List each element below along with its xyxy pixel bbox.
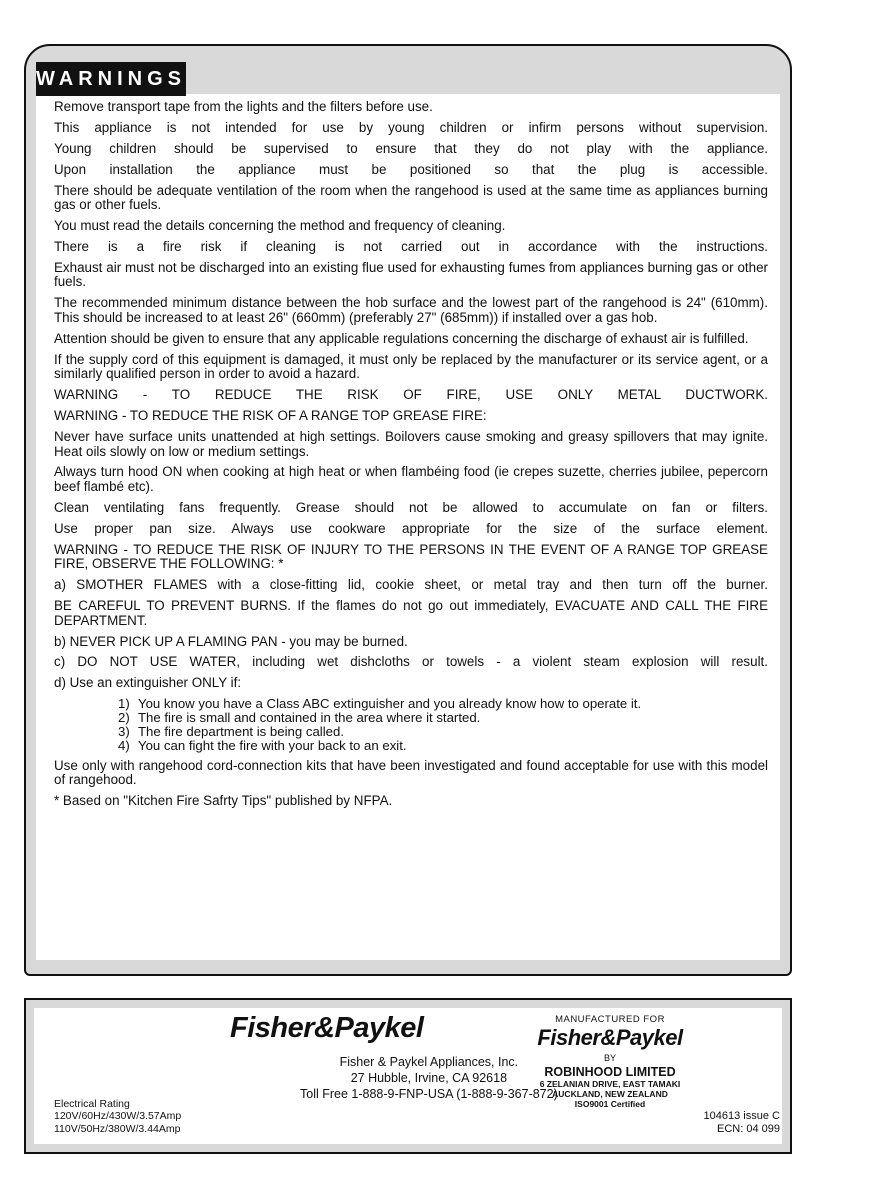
fisher-paykel-logo: Fisher&Paykel — [230, 1012, 424, 1044]
list-item-text: You know you have a Class ABC extinguisher and you already know how to operate it. — [138, 696, 642, 712]
rating-line: 110V/50Hz/380W/3.44Amp — [54, 1122, 181, 1135]
list-item-text: The fire department is being called. — [138, 723, 344, 739]
warning-paragraph: Upon installation the appliance must be positioned so that the plug is accessible. — [54, 161, 768, 177]
warning-paragraph: WARNING - TO REDUCE THE RISK OF A RANGE TOP GREASE FIRE: — [54, 408, 487, 424]
list-item — [118, 725, 768, 739]
warning-paragraph: If the supply cord of this equipment is damaged, it must only be replaced by the manufacturer or its service agent, or a similarly qualified person in order to avoid a hazard. — [54, 351, 768, 382]
warning-paragraph: * Based on "Kitchen Fire Safrty Tips" published by NFPA. — [54, 793, 393, 809]
fisher-paykel-logo-small: Fisher&Paykel — [537, 1025, 683, 1050]
warning-paragraph: WARNING - TO REDUCE THE RISK OF INJURY TO THE PERSONS IN THE EVENT OF A RANGE TOP GREASE FIRE, OBSERVE THE FOLLOWING: * — [54, 541, 768, 572]
warning-paragraph: The recommended minimum distance between the hob surface and the lowest part of the rangehood is 24" (610mm). This should be increased to at least 26" (660mm) (preferably 27" (685mm)) if installed over a gas hob. — [54, 295, 768, 325]
address-line: 27 Hubble, Irvine, CA 92618 — [350, 1071, 508, 1085]
list-item-text: You can fight the fire with your back to an exit. — [138, 737, 407, 753]
warnings-text — [54, 100, 768, 815]
by-label: BY — [603, 1053, 616, 1063]
warning-paragraph: d) Use an extinguisher ONLY if: — [54, 675, 242, 691]
issue-info — [690, 1110, 780, 1135]
warning-paragraph: BE CAREFUL TO PREVENT BURNS. If the flames do not go out immediately, EVACUATE AND CALL THE FIRE DEPARTMENT. — [54, 598, 768, 628]
address-line: Fisher & Paykel Appliances, Inc. — [339, 1055, 519, 1069]
warning-paragraph: c) DO NOT USE WATER, including wet dishcloths or towels - a violent steam explosion will result. — [54, 654, 768, 670]
address-line: Toll Free 1-888-9-FNP-USA (1-888-9-367-872) — [300, 1087, 558, 1101]
warning-paragraph: You must read the details concerning the method and frequency of cleaning. — [54, 218, 506, 234]
maker-address-line: AUCKLAND, NEW ZEALAND — [552, 1089, 668, 1099]
extinguisher-conditions-list — [54, 697, 768, 752]
electrical-rating — [54, 1098, 181, 1135]
rating-heading: Electrical Rating — [54, 1098, 130, 1110]
iso-certification: ISO9001 Certified — [574, 1099, 646, 1109]
warning-paragraph: There should be adequate ventilation of the room when the rangehood is used at the same time as appliances burning gas or other fuels. — [54, 182, 768, 213]
warning-paragraph: Exhaust air must not be discharged into an existing flue used for exhausting fumes from appliances burning gas or other fuels. — [54, 259, 768, 290]
warning-paragraph: Young children should be supervised to ensure that they do not play with the appliance. — [54, 140, 768, 156]
rating-line: 120V/60Hz/430W/3.57Amp — [54, 1110, 182, 1123]
list-item-number: 3) — [118, 723, 130, 739]
warning-paragraph: WARNING - TO REDUCE THE RISK OF FIRE, USE ONLY METAL DUCTWORK. — [54, 387, 768, 403]
warning-paragraph: Remove transport tape from the lights and the filters before use. — [54, 99, 433, 114]
warning-paragraph: Use proper pan size. Always use cookware appropriate for the size of the surface element. — [54, 520, 768, 536]
warning-paragraph: Never have surface units unattended at high settings. Boilovers cause smoking and greasy spillovers that may ignite. Heat oils slowly on low or medium settings. — [54, 428, 768, 459]
warning-paragraph: Attention should be given to ensure that any applicable regulations concerning the discharge of exhaust air is fulfilled. — [54, 330, 749, 346]
list-item — [118, 739, 768, 753]
list-item-number: 2) — [118, 710, 130, 726]
ecn-number: ECN: 04 099 — [717, 1122, 780, 1135]
maker-name: ROBINHOOD LIMITED — [544, 1065, 676, 1079]
warning-paragraph: This appliance is not intended for use by young children or infirm persons without supervision. — [54, 119, 768, 135]
list-item — [118, 697, 768, 711]
warning-paragraph: There is a fire risk if cleaning is not carried out in accordance with the instructions. — [54, 238, 768, 254]
list-item-text: The fire is small and contained in the area where it started. — [138, 710, 481, 726]
list-item-number: 1) — [118, 696, 130, 712]
maker-address-line: 6 ZELANIAN DRIVE, EAST TAMAKI — [539, 1079, 681, 1089]
warning-paragraph: Always turn hood ON when cooking at high heat or when flambéing food (ie crepes suzette, cherries jubilee, pepercorn beef flambé etc). — [54, 464, 768, 495]
list-item-number: 4) — [118, 737, 130, 753]
warning-paragraph: Use only with rangehood cord-connection kits that have been investigated and found acceptable for use with this model of rangehood. — [54, 757, 768, 788]
warnings-title: WARNINGS — [36, 62, 186, 96]
warning-paragraph: Clean ventilating fans frequently. Grease should not be allowed to accumulate on fan or filters. — [54, 499, 768, 515]
manufactured-for-label: MANUFACTURED FOR — [555, 1014, 665, 1025]
warning-paragraph: a) SMOTHER FLAMES with a close-fitting lid, cookie sheet, or metal tray and then turn off the burner. — [54, 577, 768, 593]
list-item — [118, 711, 768, 725]
manufacturer-block — [500, 1014, 720, 1109]
issue-number: 104613 issue C — [703, 1110, 780, 1122]
warning-paragraph: b) NEVER PICK UP A FLAMING PAN - you may be burned. — [54, 633, 408, 649]
